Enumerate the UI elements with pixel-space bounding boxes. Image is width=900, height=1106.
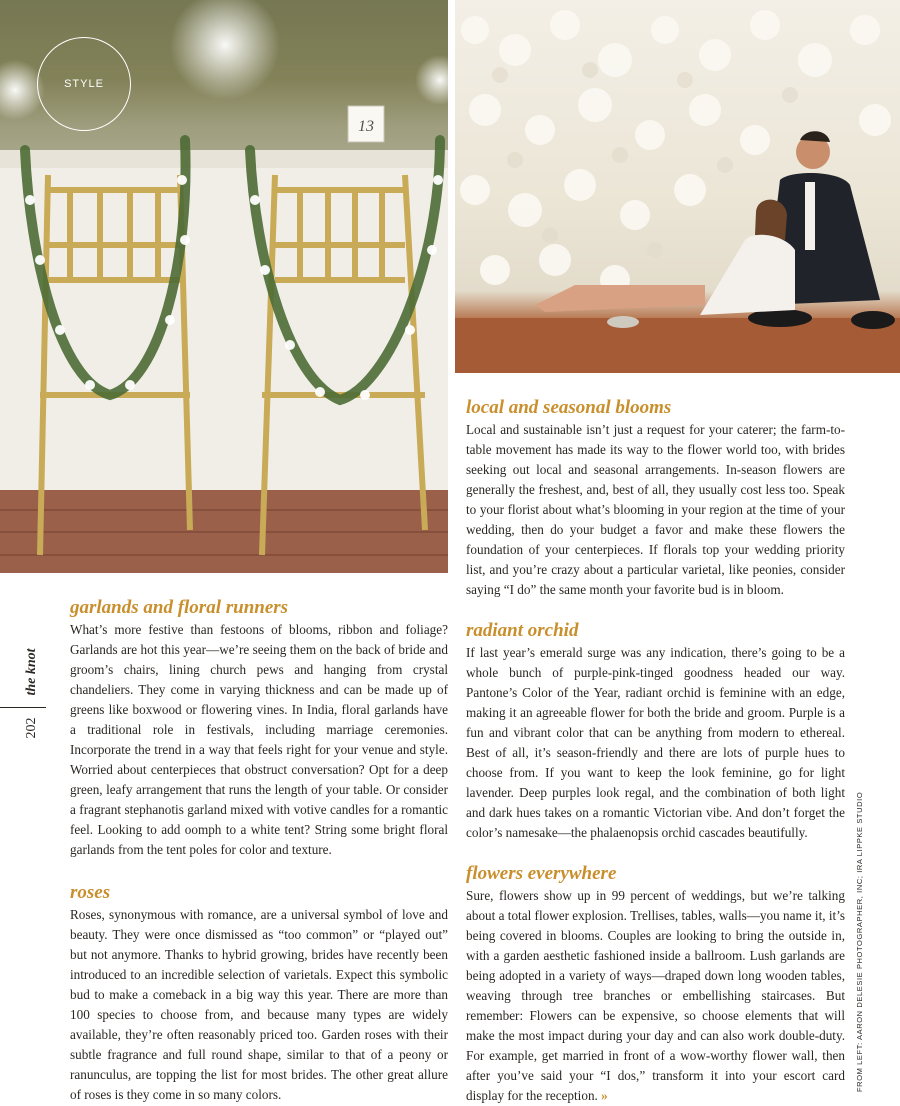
flower-wall-illustration	[455, 0, 900, 373]
continue-arrow-icon: »	[601, 1088, 608, 1103]
section-body: Roses, synonymous with romance, are a universal symbol of love and beauty. They were once dismissed as “too common” or “played out” but not anymore. Thanks to hybrid growing, brides have recently been introduced to an incredible selection of varietals. Expect this symbolic bud to make a comeback in a big way this year. There are more than 100 species to choose from, and because many types are widely available, they’re often reasonably priced too. Garden roses with their subtle fragrance and full round shape, similar to that of a peony or ranunculus, are topping the list for most brides. The other great allure of roses is they come in so many colors.	[70, 907, 448, 1102]
section-body-text: Sure, flowers show up in 99 percent of weddings, but we’re talking about a total flower explosion. Trellises, tables, walls—you name it, it’s being covered in blooms. Couples are looking to bring the outside in, with a garden aesthetic fashioned inside a ballroom. Lush garlands are being adopted in a variety of ways—draped down long wooden tables, weaving through tree branches or embellishing staircases. But remember: Flowers can be expensive, so choose elements that will make the most impact during your day and can also work double-duty. For example, get married in front of a wow-worthy flower wall, then after you’ve said your “I dos,” transform it into your escort card display for the reception.	[466, 888, 845, 1103]
section-heading: roses	[70, 882, 111, 903]
section-heading: radiant orchid	[466, 620, 579, 641]
left-text-column	[70, 596, 448, 1105]
section-local-seasonal	[466, 396, 845, 600]
right-text-column	[466, 396, 845, 1106]
page-number: 202	[24, 717, 39, 739]
section-radiant-orchid	[466, 619, 845, 843]
photo-credit: FROM LEFT: AARON DELESIE PHOTOGRAPHER, INC; IRA LIPPKE STUDIO	[855, 791, 864, 1092]
magazine-logo: the knot	[24, 648, 39, 696]
section-body	[466, 886, 845, 1106]
folio-divider	[0, 707, 46, 708]
section-badge: STYLE	[37, 37, 131, 131]
section-flowers-everywhere	[466, 862, 845, 1106]
flower-wall-photo	[455, 0, 900, 373]
section-body: Local and sustainable isn’t just a request for your caterer; the farm-to-table movement has made its way to the flower world too, with brides seeking out local and seasonal arrangements. In-season flowers are generally the freshest, and, best of all, they usually cost less too. Speak to your florist about what’s blooming in your region at the time of your wedding, then do your budget a favor and make these flowers the foundation of your centerpieces. If florals top your wedding priority list, and you’re crazy about a particular varietal, like peonies, consider saying “I do” the same month your favorite bud is in bloom.	[466, 422, 845, 597]
section-body: What’s more festive than festoons of blooms, ribbon and foliage? Garlands are hot this year—we’re seeing them on the back of bride and groom’s chairs, lining church pews and hanging from crystal chandeliers. They come in varying thickness and can be made up of greens like boxwood or flowering vines. In India, floral garlands have a traditional role in festivals, including marriage ceremonies. Incorporate the trend in a way that feels right for your venue and style. Worried about centerpieces that obstruct conversation? Opt for a deep green, leafy arrangement that runs the length of your table. Or consider a fragrant stephanotis garland mixed with votive candles for a romantic feel. Looking to add oomph to a white tent? String some bright floral garlands from the tent poles for color and texture.	[70, 622, 448, 857]
bride-figure	[535, 200, 795, 328]
section-garlands	[70, 596, 448, 860]
section-heading: local and seasonal blooms	[466, 397, 672, 418]
section-roses	[70, 881, 448, 1105]
table-number: 13	[358, 118, 374, 135]
section-heading: flowers everywhere	[466, 863, 617, 884]
section-heading: garlands and floral runners	[70, 597, 289, 618]
section-body: If last year’s emerald surge was any indication, there’s going to be a whole bunch of purple-pink-tinged goodness headed our way. Pantone’s Color of the Year, radiant orchid is feminine with an edge, making it an agreeable flower for both the bride and groom. Purple is a fun and vibrant color that can be anything from modern to ethereal. Best of all, it’s season-friendly and there are lots of purple hues to choose from. If you want to keep the look feminine, go for light lavender. Deep purples look regal, and the combination of both light and dark hues takes on a romantic Victorian vibe. And don’t forget the color’s namesake—the phalaenopsis orchid cascades beautifully.	[466, 645, 845, 840]
garland-chairs-photo	[0, 0, 448, 573]
